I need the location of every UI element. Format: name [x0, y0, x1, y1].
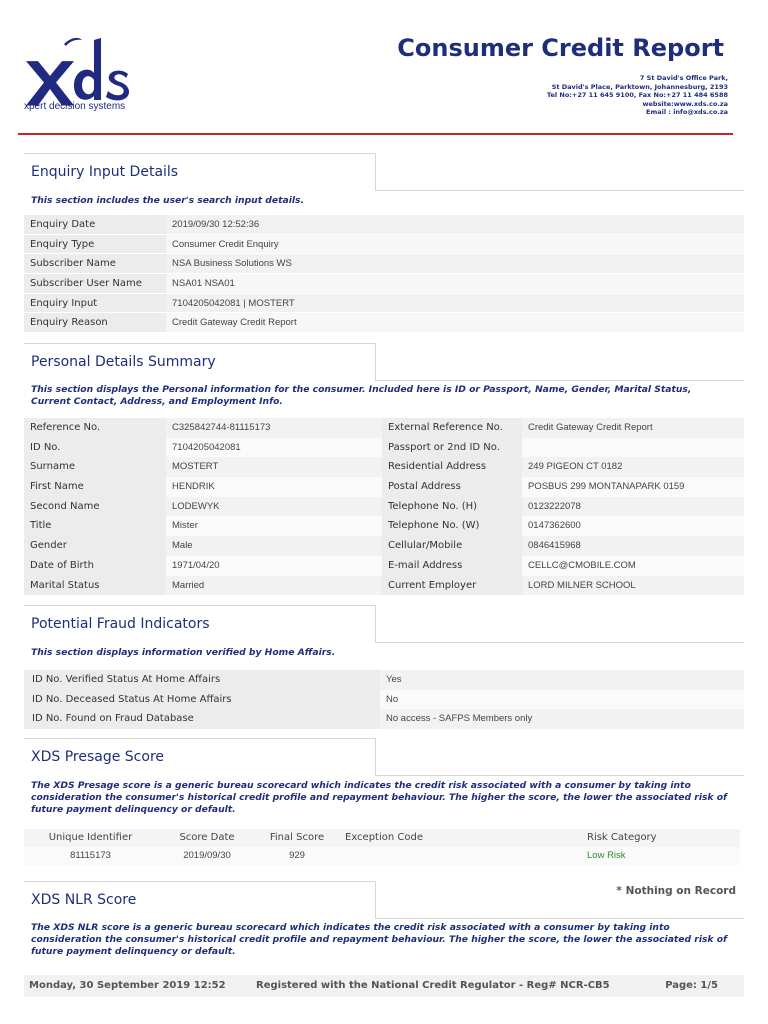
address-line: Tel No:+27 11 645 9100, Fax No:+27 11 484 6588 [546, 91, 728, 99]
row-value: Yes [386, 674, 402, 685]
table-header-row [24, 829, 740, 847]
address-line: St David's Place, Parktown, Johannesburg, 2193 [551, 82, 728, 91]
table-row [24, 254, 744, 274]
table-row [24, 294, 744, 314]
row-value: HENDRIK [172, 481, 215, 493]
table-row [24, 690, 744, 710]
row-value: C325842744-81115173 [172, 422, 271, 433]
row-value: 249 PIGEON CT 0182 [528, 461, 623, 473]
risk-category: Low Risk [587, 850, 626, 861]
row-value: Married [172, 579, 205, 591]
row-label: Telephone No. (H) [382, 497, 522, 517]
column-header: Score Date [179, 832, 235, 843]
row-value: 2019/09/30 12:52:36 [172, 219, 260, 230]
row-value: Credit Gateway Credit Report [528, 422, 653, 433]
exception-code [337, 847, 587, 865]
section-description: This section includes the user's search input details. [31, 195, 304, 206]
section-title: Potential Fraud Indicators [31, 616, 210, 632]
unique-identifier: 81115173 [70, 850, 111, 861]
row-label: E-mail Address [382, 556, 522, 576]
row-value: NSA Business Solutions WS [172, 258, 292, 270]
fraud-section-header [24, 605, 744, 643]
table-row [24, 497, 744, 517]
enquiry-section-header [24, 153, 744, 191]
section-title: Enquiry Input Details [31, 164, 179, 180]
table-row [24, 709, 744, 729]
row-label: Enquiry Date [24, 215, 166, 234]
table-row [24, 215, 744, 235]
address-line: Email : info@xds.co.za [646, 108, 728, 116]
row-label: Cellular/Mobile [382, 536, 522, 556]
row-value: 0147362600 [528, 520, 581, 532]
report-title: Consumer Credit Report [397, 34, 724, 62]
section-title: XDS NLR Score [31, 892, 137, 908]
row-label: ID No. Deceased Status At Home Affairs [24, 690, 380, 710]
row-label: ID No. [24, 438, 166, 458]
row-label: ID No. Found on Fraud Database [24, 709, 380, 729]
table-row [24, 516, 744, 536]
row-label: Surname [24, 457, 166, 477]
row-value: Mister [172, 520, 198, 532]
presage-score-table [24, 829, 740, 865]
enquiry-table [24, 215, 744, 333]
table-row [24, 847, 740, 865]
row-label: First Name [24, 477, 166, 497]
row-value: 0123222078 [528, 500, 581, 512]
section-description: This section displays information verified by Home Affairs. [31, 647, 336, 658]
section-description: The XDS Presage score is a generic bureau scorecard which indicates the credit risk associated with a consumer by taking into consideration the consumer's historical credit profile and repayment behaviour. The higher the score, the lower the associated risk of future payment delinquency or default. [31, 780, 728, 815]
score-date: 2019/09/30 [183, 850, 231, 861]
row-label: Reference No. [24, 418, 166, 438]
row-value: 7104205042081 | MOSTERT [172, 297, 295, 309]
final-score: 929 [289, 850, 305, 861]
row-value: Consumer Credit Enquiry [172, 238, 279, 250]
table-row [24, 274, 744, 294]
row-value: LODEWYK [172, 500, 220, 512]
address-line: website:www.xds.co.za [642, 99, 728, 108]
page-footer [24, 975, 744, 997]
row-value: CELLC@CMOBILE.COM [528, 559, 636, 571]
row-label: Enquiry Type [24, 235, 166, 254]
personal-section-header [24, 343, 744, 381]
row-label: Marital Status [24, 576, 166, 596]
column-header: Exception Code [345, 832, 423, 843]
row-label: Enquiry Input [24, 294, 166, 313]
fraud-table [24, 670, 744, 729]
personal-details-table [24, 418, 744, 595]
row-label: Subscriber Name [24, 254, 166, 273]
logo-tagline: xpert decision systems [24, 101, 126, 112]
section-title: XDS Presage Score [31, 749, 164, 765]
row-label: Title [24, 516, 166, 536]
page-number: Page: 1/5 [665, 980, 718, 991]
row-value: LORD MILNER SCHOOL [528, 579, 636, 591]
table-row [24, 477, 744, 497]
nothing-on-record-note: * Nothing on Record [616, 885, 736, 897]
row-value: Male [172, 540, 193, 552]
table-row [24, 235, 744, 255]
row-value [522, 438, 744, 458]
row-label: ID No. Verified Status At Home Affairs [24, 670, 380, 690]
report-header [0, 0, 768, 140]
header-divider [18, 133, 733, 135]
row-value: 0846415968 [528, 540, 581, 552]
column-header: Risk Category [587, 832, 657, 843]
column-header: Final Score [269, 832, 325, 843]
table-row [24, 576, 744, 596]
row-label: Residential Address [382, 457, 522, 477]
footer-registration: Registered with the National Credit Regulator - Reg# NCR-CB5 [256, 980, 610, 991]
table-row [24, 670, 744, 690]
row-label: Telephone No. (W) [382, 516, 522, 536]
row-value: POSBUS 299 MONTANAPARK 0159 [528, 481, 685, 493]
row-value: Credit Gateway Credit Report [172, 317, 297, 329]
xds-logo [24, 30, 134, 112]
row-label: Subscriber User Name [24, 274, 166, 293]
row-value: No [386, 693, 399, 705]
row-value: MOSTERT [172, 461, 219, 473]
row-value: 1971/04/20 [172, 559, 220, 571]
table-row [24, 438, 744, 458]
table-row [24, 457, 744, 477]
table-row [24, 556, 744, 576]
footer-date: Monday, 30 September 2019 12:52 [29, 980, 226, 991]
presage-section-header [24, 738, 744, 776]
row-label: Current Employer [382, 576, 522, 596]
column-header: Unique Identifier [48, 832, 133, 843]
row-label: Passport or 2nd ID No. [382, 438, 522, 458]
row-label: External Reference No. [382, 418, 522, 438]
row-label: Gender [24, 536, 166, 556]
table-row [24, 418, 744, 438]
row-label: Date of Birth [24, 556, 166, 576]
row-value: No access - SAFPS Members only [386, 713, 533, 725]
row-label: Second Name [24, 497, 166, 517]
row-label: Enquiry Reason [24, 313, 166, 332]
address-line: 7 St David's Office Park, [639, 74, 728, 82]
section-title: Personal Details Summary [31, 354, 216, 370]
row-value: NSA01 NSA01 [172, 278, 235, 290]
table-row [24, 536, 744, 556]
row-label: Postal Address [382, 477, 522, 497]
section-description: This section displays the Personal information for the consumer. Included here is ID or Passport, Name, Gender, Marital Status, Current Contact, Address, and Employment Info. [31, 384, 692, 407]
company-address [547, 74, 728, 117]
row-value: 7104205042081 [172, 441, 241, 453]
table-row [24, 313, 744, 333]
section-description: The XDS NLR score is a generic bureau scorecard which indicates the credit risk associated with a consumer by taking into consideration the consumer's historical credit profile and repayment behaviour. The higher the score, the lower the associated risk of future payment delinquency or default. [31, 922, 728, 957]
